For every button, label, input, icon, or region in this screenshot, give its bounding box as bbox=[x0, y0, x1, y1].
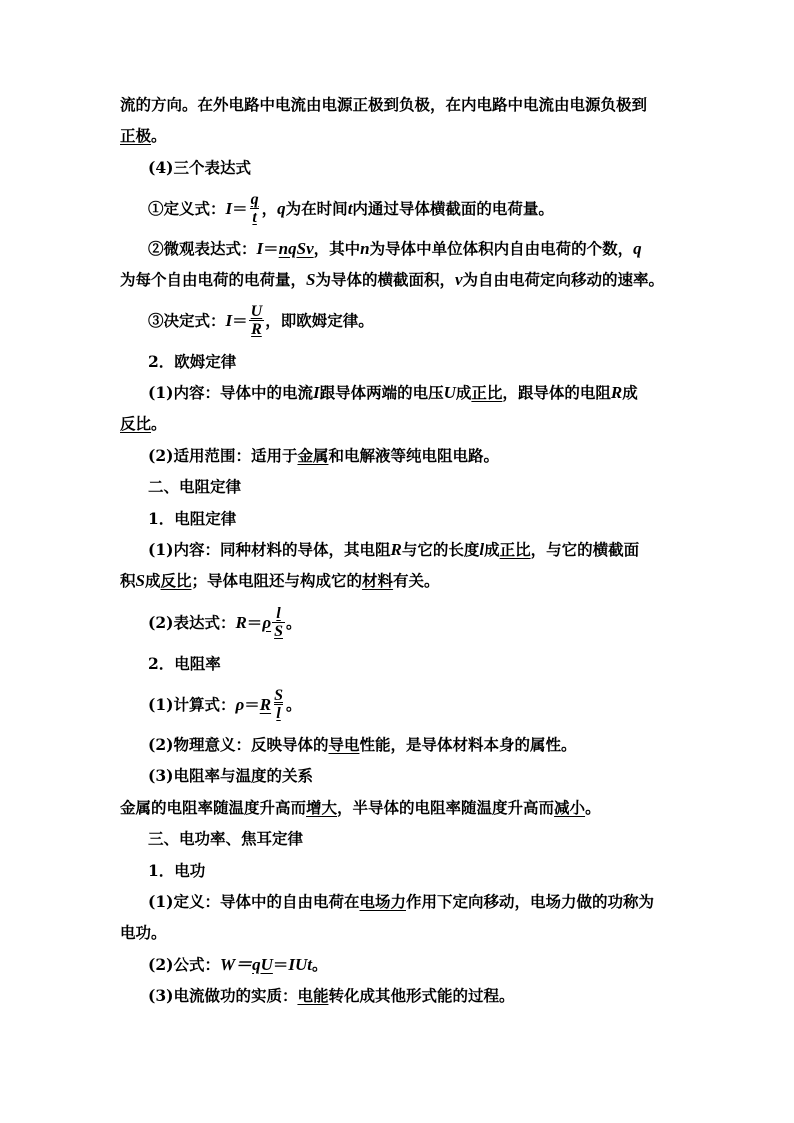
text-line: 电功。 bbox=[120, 923, 167, 942]
subsection-heading: (3)电阻率与温度的关系 bbox=[148, 766, 313, 785]
fraction-s-over-l: $\frac{S}{l}$ bbox=[274, 686, 283, 722]
section-heading: 2．电阻率 bbox=[148, 654, 221, 673]
text-line: (1)内容：导体中的电流I跟导体两端的电压U成正比，跟导体的电阻R成 bbox=[148, 383, 638, 402]
text-line: (3)电流做功的实质：电能转化成其他形式能的过程。 bbox=[148, 986, 515, 1005]
blank-answer: 减小 bbox=[554, 798, 586, 817]
fraction-u-over-r: $\frac{U}{R}$ bbox=[250, 302, 263, 338]
blank-answer: 反比 bbox=[160, 571, 192, 590]
formula-line-ohm: ③决定式：I＝ $\frac{U}{R}$ ，即欧姆定律。 bbox=[148, 302, 374, 338]
blank-answer: 反比 bbox=[120, 414, 152, 433]
text-line: 流的方向。在外电路中电流由电源正极到负极，在内电路中电流由电源负极到 bbox=[120, 95, 648, 114]
formula-line-resistance: (2)表达式：R＝ρ $\frac{l}{S}$ 。 bbox=[148, 604, 302, 640]
text-line: 积S成反比；导体电阻还与构成它的材料有关。 bbox=[120, 571, 440, 590]
text-line: 为每个自由电荷的电荷量，S为导体的横截面积，v为自由电荷定向移动的速率。 bbox=[120, 270, 665, 289]
section-heading: 1．电阻定律 bbox=[148, 509, 237, 528]
blank-answer: 导电 bbox=[328, 735, 360, 754]
section-heading: 1．电功 bbox=[148, 861, 206, 880]
section-heading: 2．欧姆定律 bbox=[148, 352, 237, 371]
formula-line-definition: ①定义式：I＝ $\frac{q}{t}$ ，q为在时间t内通过导体横截面的电荷量。 bbox=[148, 190, 554, 226]
blank-answer: 电场力 bbox=[359, 892, 406, 911]
text-line: 金属的电阻率随温度升高而增大，半导体的电阻率随温度升高而减小。 bbox=[120, 798, 601, 817]
blank-answer: 材料 bbox=[362, 571, 394, 590]
blank-answer: 金属 bbox=[297, 446, 329, 465]
chapter-heading: 二、电阻定律 bbox=[148, 477, 242, 496]
text-line: 正极。 bbox=[120, 126, 167, 145]
text-line: (1)内容：同种材料的导体，其电阻R与它的长度l成正比，与它的横截面 bbox=[148, 540, 640, 559]
chapter-heading: 三、电功率、焦耳定律 bbox=[148, 829, 304, 848]
formula-line-micro: ②微观表达式：I＝nqSv，其中n为导体中单位体积内自由电荷的个数，q bbox=[148, 239, 642, 258]
text-line: 反比。 bbox=[120, 414, 167, 433]
fraction-q-over-t: $\frac{q}{t}$ bbox=[250, 190, 259, 226]
subsection-heading: (4)三个表达式 bbox=[148, 158, 251, 177]
text-line: (2)适用范围：适用于金属和电解液等纯电阻电路。 bbox=[148, 446, 499, 465]
blank-answer: qU bbox=[252, 955, 273, 974]
formula-line-resistivity: (1)计算式：ρ＝R $\frac{S}{l}$ 。 bbox=[148, 686, 302, 722]
formula-line-work: (2)公式：W＝qU＝IUt。 bbox=[148, 955, 328, 974]
blank-answer: 增大 bbox=[306, 798, 338, 817]
blank-answer: 正比 bbox=[499, 540, 531, 559]
blank-answer: nqSv bbox=[278, 239, 314, 258]
blank-answer: 正比 bbox=[471, 383, 503, 402]
fraction-l-over-s: $\frac{l}{S}$ bbox=[274, 604, 283, 640]
text-line: (2)物理意义：反映导体的导电性能，是导体材料本身的属性。 bbox=[148, 735, 577, 754]
blank-answer: 电能 bbox=[297, 986, 329, 1005]
text-line: (1)定义：导体中的自由电荷在电场力作用下定向移动，电场力做的功称为 bbox=[148, 892, 654, 911]
blank-answer: 正极 bbox=[120, 126, 152, 145]
